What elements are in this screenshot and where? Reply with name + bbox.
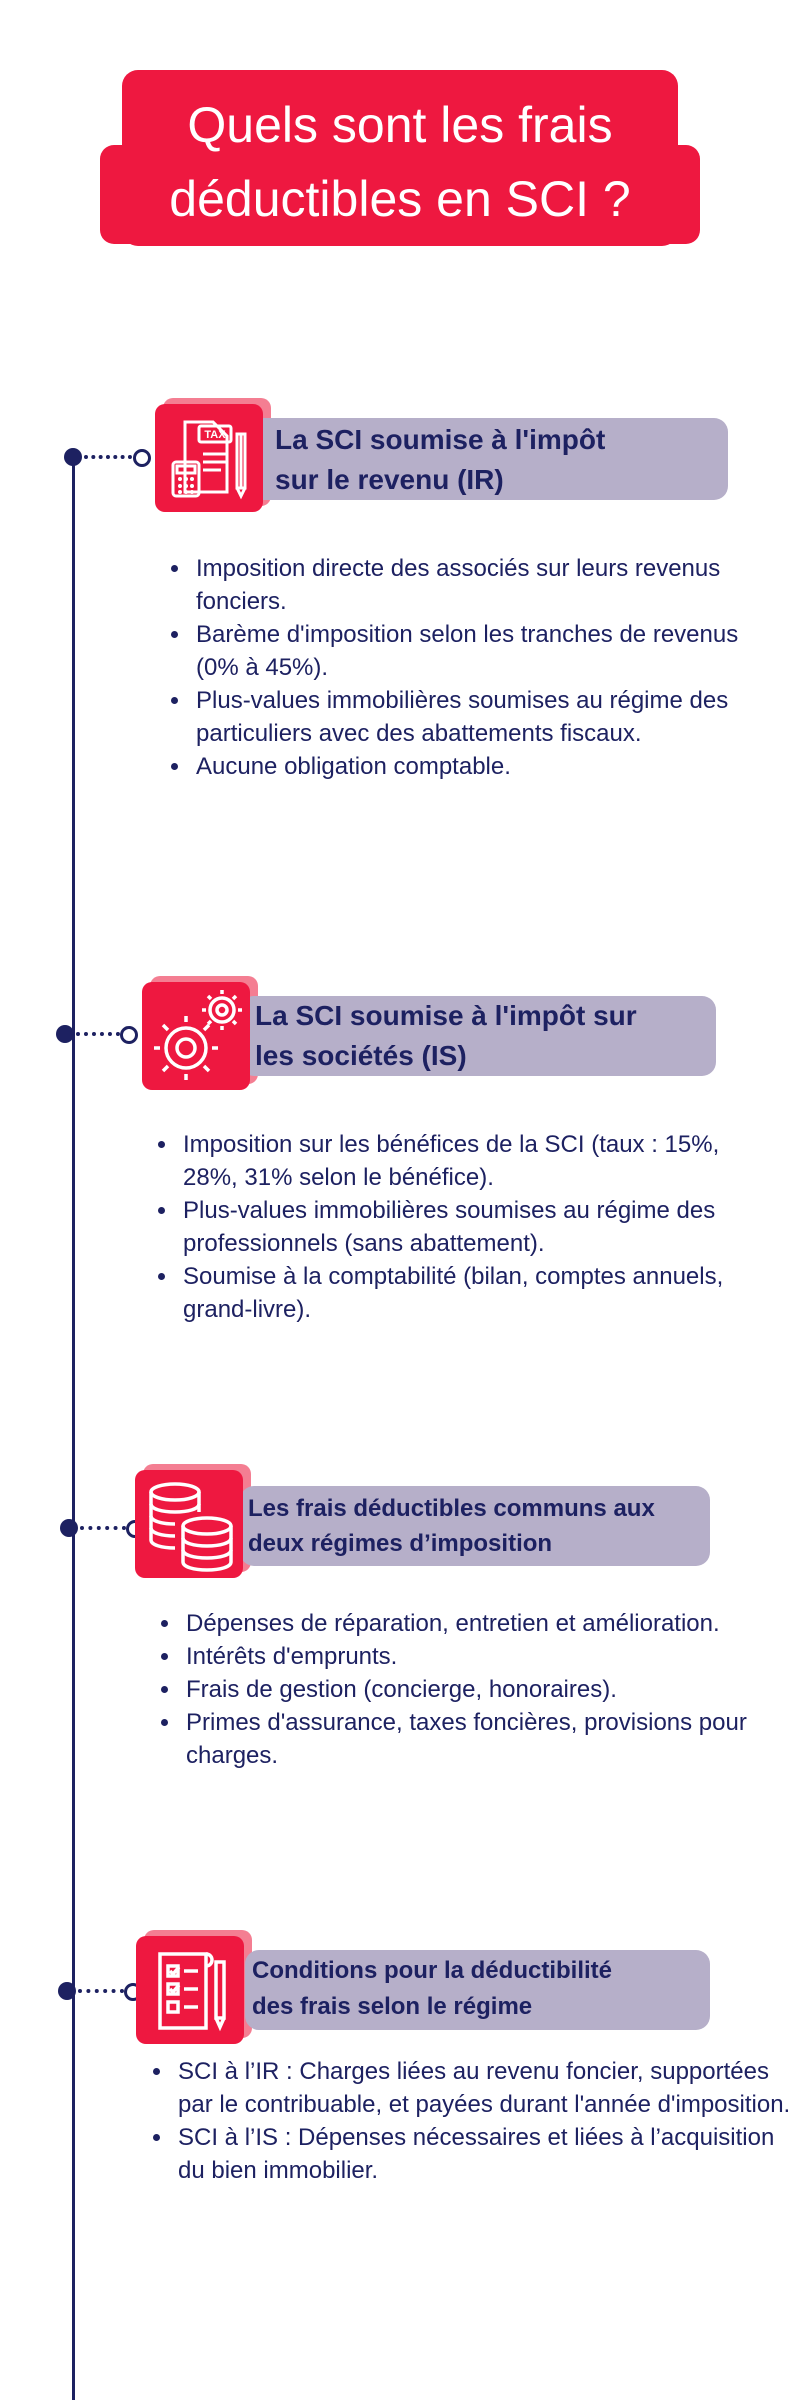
gears-icon (142, 982, 250, 1090)
coin-stacks-icon (135, 1470, 243, 1578)
bullet-list (157, 1128, 759, 1326)
page-title: Quels sont les frais déductibles en SCI ? (169, 97, 631, 227)
list-item: • Frais de gestion (concierge, honoraires). (182, 1673, 782, 1706)
timeline-dot (64, 448, 82, 466)
bullet-list (152, 2055, 794, 2187)
bullet-list (170, 552, 752, 783)
timeline-dot (60, 1519, 78, 1537)
section-heading: La SCI soumise à l'impôt sur les sociétés (IS) (255, 1000, 637, 1071)
timeline-connector (80, 1526, 126, 1530)
title-banner (100, 70, 700, 246)
tax-label: TAX (204, 429, 226, 441)
bullet-list (160, 1607, 782, 1772)
list-item: • Intérêts d'emprunts. (182, 1640, 782, 1673)
timeline-dot (58, 1982, 76, 2000)
list-item: • Soumise à la comptabilité (bilan, comptes annuels, grand-livre). (179, 1260, 759, 1326)
timeline-ring (120, 1026, 138, 1044)
list-item: • Barème d'imposition selon les tranches de revenus (0% à 45%). (192, 618, 752, 684)
tax-calculator-icon (155, 404, 263, 512)
list-item: • Plus-values immobilières soumises au régime des particuliers avec des abattements fiscaux. (192, 684, 752, 750)
list-item: • Aucune obligation comptable. (192, 750, 752, 783)
list-item: • Primes d'assurance, taxes foncières, provisions pour charges. (182, 1706, 782, 1772)
section-heading: Les frais déductibles communs aux deux régimes d’imposition (248, 1495, 655, 1557)
checklist-document-icon (136, 1936, 244, 2044)
timeline-ring (133, 449, 151, 467)
timeline-dot (56, 1025, 74, 1043)
section-heading: Conditions pour la déductibilité des frais selon le régime (252, 1957, 612, 2020)
list-item: • SCI à l’IR : Charges liées au revenu foncier, supportées par le contribuable, et payées durant l'année d'imposition. (174, 2055, 794, 2121)
list-item: • Plus-values immobilières soumises au régime des professionnels (sans abattement). (179, 1194, 759, 1260)
list-item: • Imposition sur les bénéfices de la SCI (taux : 15%, 28%, 31% selon le bénéfice). (179, 1128, 759, 1194)
timeline-connector (84, 455, 132, 459)
list-item: • Dépenses de réparation, entretien et amélioration. (182, 1607, 782, 1640)
timeline-connector (76, 1032, 120, 1036)
timeline-line (72, 455, 75, 2400)
timeline-connector (78, 1989, 124, 1993)
list-item: • Imposition directe des associés sur leurs revenus fonciers. (192, 552, 752, 618)
list-item: • SCI à l’IS : Dépenses nécessaires et liées à l’acquisition du bien immobilier. (174, 2121, 794, 2187)
section-heading: La SCI soumise à l'impôt sur le revenu (IR) (275, 424, 606, 495)
